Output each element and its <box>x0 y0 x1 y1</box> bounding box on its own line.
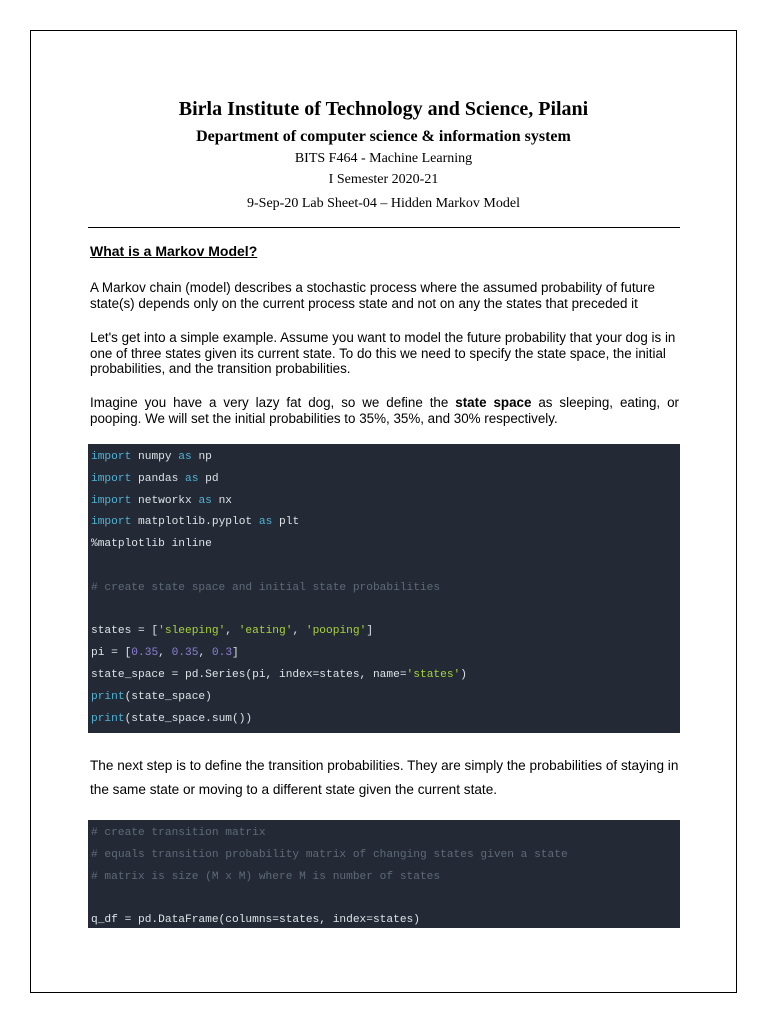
department-title: Department of computer science & information system <box>196 128 571 145</box>
paragraph-state-space <box>90 395 679 426</box>
code-line: states = ['sleeping', 'eating', 'pooping'] <box>91 625 374 638</box>
institute-title: Birla Institute of Technology and Science, Pilani <box>178 98 589 120</box>
code-line: import pandas as pd <box>91 472 219 485</box>
p3-text-before: Imagine you have a very lazy fat dog, so we define the <box>90 395 456 410</box>
code-line: q_df = pd.DataFrame(columns=states, index=states) <box>91 914 420 927</box>
code-line: import matplotlib.pyplot as plt <box>91 516 300 529</box>
state-space-term: state space <box>455 395 532 410</box>
code-block-setup <box>88 444 680 733</box>
code-block-transition <box>88 820 680 928</box>
code-comment: # matrix is size (M x M) where M is number of states <box>91 870 441 883</box>
code-line: import numpy as np <box>91 451 212 463</box>
code-line: import networkx as nx <box>91 494 233 507</box>
paragraph-markov-definition: A Markov chain (model) describes a stochastic process where the assumed probability of future state(s) depends only on the current process state and not on any the states that preceded it <box>90 280 655 311</box>
code-line: %matplotlib inline <box>91 538 212 551</box>
paragraph-example-intro: Let's get into a simple example. Assume you want to model the future probability that your dog is in one of three states given its current state. To do this we need to specify the state space, the initial probabilities, and the transition probabilities. <box>90 330 676 376</box>
code-line-blank <box>91 600 680 622</box>
code-comment: # create transition matrix <box>91 827 266 839</box>
code-line-blank <box>91 556 680 578</box>
lab-line: 9-Sep-20 Lab Sheet-04 – Hidden Markov Model <box>247 196 520 211</box>
code-comment: # create state space and initial state probabilities <box>91 581 441 594</box>
section-heading: What is a Markov Model? <box>90 243 258 259</box>
code-line: print(state_space.sum()) <box>91 712 253 725</box>
code-comment: # equals transition probability matrix of changing states given a state <box>91 848 568 861</box>
code-line-blank <box>91 888 680 910</box>
semester-line: I Semester 2020-21 <box>328 172 439 187</box>
document-header <box>30 96 737 214</box>
course-line: BITS F464 - Machine Learning <box>294 151 473 166</box>
header-divider <box>88 227 680 228</box>
code-line: state_space = pd.Series(pi, index=states, name='states') <box>91 668 467 681</box>
code-line: pi = [0.35, 0.35, 0.3] <box>91 647 239 660</box>
p3-text-after: as sleeping, eating, or pooping. We will set the initial probabilities to 35%, 35%, and 30% respectively. <box>90 395 679 426</box>
paragraph-transition-probabilities: The next step is to define the transition probabilities. They are simply the probabilities of staying in the same state or moving to a different state given the current state. <box>90 758 679 797</box>
code-line: print(state_space) <box>91 690 212 703</box>
